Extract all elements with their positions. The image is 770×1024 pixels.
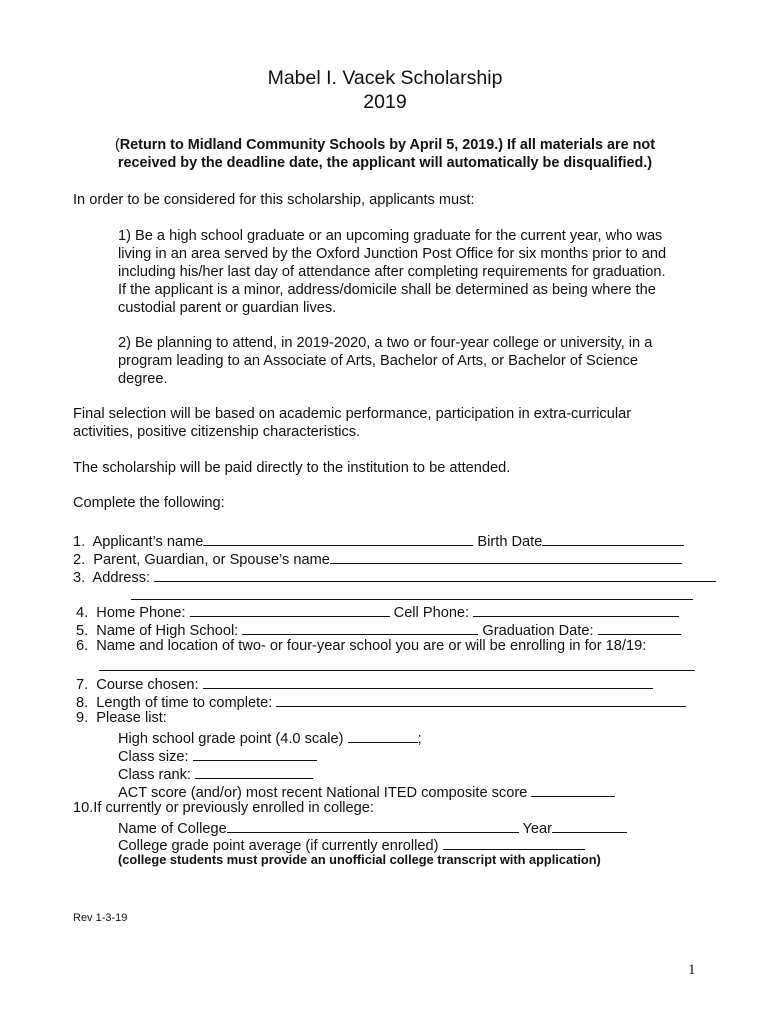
complete-instruction: Complete the following: xyxy=(73,495,225,511)
transcript-note: (college students must provide an unofficial college transcript with application) xyxy=(118,852,601,867)
address-blank-2[interactable] xyxy=(131,584,693,600)
field-2-parent-name: 2. Parent, Guardian, or Spouse’s name xyxy=(73,548,682,569)
address-blank[interactable] xyxy=(154,566,716,582)
field-3-address: 3. Address: xyxy=(73,566,716,587)
applicant-name-blank[interactable] xyxy=(203,530,473,546)
field-10-college: 10.If currently or previously enrolled in college: xyxy=(73,800,374,816)
requirement-2-line: 2) Be planning to attend, in 2019-2020, a two or four-year college or university, in a xyxy=(118,335,653,351)
form-year: 2019 xyxy=(363,91,407,113)
field-7-course: 7. Course chosen: xyxy=(76,673,653,694)
class-size-blank[interactable] xyxy=(193,745,317,761)
college-year-blank[interactable] xyxy=(552,817,627,833)
page-number: 1 xyxy=(688,962,696,978)
revision-label: Rev 1-3-19 xyxy=(73,912,128,924)
college-name-blank[interactable] xyxy=(227,817,519,833)
field-1-applicant-name: 1. Applicant’s name Birth Date xyxy=(73,530,684,551)
field-8-length: 8. Length of time to complete: xyxy=(76,691,686,712)
requirement-2-line: program leading to an Associate of Arts, Bachelor of Arts, or Bachelor of Science xyxy=(118,353,638,369)
field-9c-class-rank: Class rank: xyxy=(118,763,313,784)
deadline-notice-line-1: (Return to Midland Community Schools by April 5, 2019.) If all materials are not xyxy=(114,137,656,153)
course-blank[interactable] xyxy=(203,673,653,689)
class-rank-blank[interactable] xyxy=(195,763,313,779)
payment-text: The scholarship will be paid directly to the institution to be attended. xyxy=(73,460,511,476)
field-6-college-location: 6. Name and location of two- or four-year school you are or will be enrolling in for 18/19: xyxy=(76,638,647,654)
gpa-blank[interactable] xyxy=(348,727,418,743)
field-10c-college-gpa: College grade point average (if currently enrolled) xyxy=(118,834,585,855)
field-10a-college-name: Name of College Year xyxy=(118,817,627,838)
requirement-1-line: 1) Be a high school graduate or an upcoming graduate for the current year, who was xyxy=(118,228,663,244)
high-school-blank[interactable] xyxy=(242,619,478,635)
requirement-1-line: living in an area served by the Oxford Junction Post Office for six months prior to and xyxy=(118,246,667,262)
field-9a-gpa: High school grade point (4.0 scale) ; xyxy=(118,727,422,748)
selection-text: activities, positive citizenship characteristics. xyxy=(73,424,361,440)
form-title: Mabel I. Vacek Scholarship xyxy=(267,67,503,89)
graduation-date-blank[interactable] xyxy=(598,619,681,635)
cell-phone-blank[interactable] xyxy=(473,601,679,617)
college-gpa-blank[interactable] xyxy=(443,834,585,850)
field-5-high-school: 5. Name of High School: Graduation Date: xyxy=(76,619,681,640)
field-9-please-list: 9. Please list: xyxy=(76,710,167,726)
requirement-2-line: degree. xyxy=(118,371,168,387)
field-9d-act-score: ACT score (and/or) most recent National ITED composite score xyxy=(118,781,615,802)
college-location-blank[interactable] xyxy=(99,655,695,671)
intro-text: In order to be considered for this scholarship, applicants must: xyxy=(73,192,475,208)
deadline-notice-line-2: received by the deadline date, the applicant will automatically be disqualified.) xyxy=(117,155,653,171)
field-4-phones: 4. Home Phone: Cell Phone: xyxy=(76,601,679,622)
requirement-1-line: If the applicant is a minor, address/domicile shall be determined as being where the xyxy=(118,282,656,298)
requirement-1-line: custodial parent or guardian lives. xyxy=(118,300,337,316)
length-blank[interactable] xyxy=(276,691,686,707)
requirement-1-line: including his/her last day of attendance after completing requirements for graduation. xyxy=(118,264,666,280)
field-9b-class-size: Class size: xyxy=(118,745,317,766)
parent-name-blank[interactable] xyxy=(330,548,682,564)
home-phone-blank[interactable] xyxy=(190,601,390,617)
act-score-blank[interactable] xyxy=(531,781,615,797)
selection-text: Final selection will be based on academic performance, participation in extra-curricular xyxy=(73,406,632,422)
birth-date-blank[interactable] xyxy=(542,530,684,546)
